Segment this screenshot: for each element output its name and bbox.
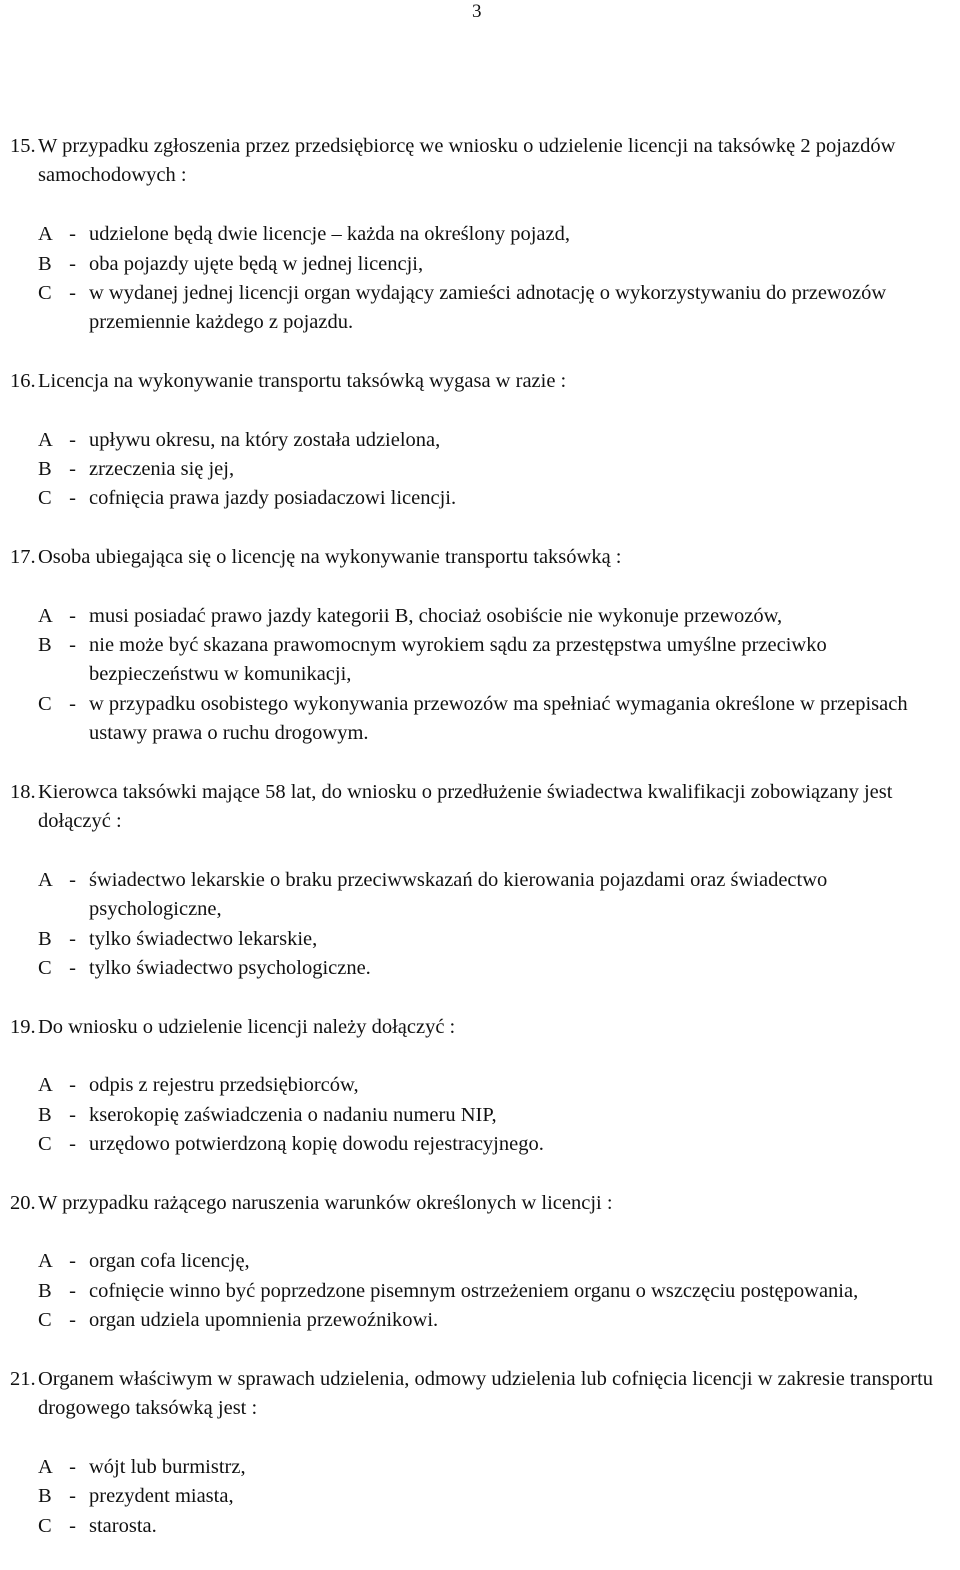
answer-option-a [10,1247,958,1276]
answer-dash: - [69,1133,76,1156]
answer-text: oba pojazdy ujęte będą w jednej licencji, [89,252,424,275]
answer-option-a [10,426,958,455]
answer-text: odpis z rejestru przedsiębiorców, [89,1074,359,1097]
question-18 [10,778,958,984]
answer-dash: - [69,282,76,305]
answer-text: organ cofa licencję, [89,1250,250,1273]
answer-option-c [10,1306,958,1335]
answer-text: cofnięcie winno być poprzedzone pisemnym ostrzeżeniem organu o wszczęciu postępowania, [89,1279,859,1302]
answer-text: upływu okresu, na który została udzielona, [89,428,441,451]
answer-list [10,1071,958,1159]
page-number: 3 [472,1,482,22]
answer-list [10,1247,958,1335]
question-number: 16. [10,369,36,392]
answer-text: musi posiadać prawo jazdy kategorii B, chociaż osobiście nie wykonuje przewozów, [89,604,783,627]
answer-letter: A [38,604,53,627]
answer-option-c [10,484,958,513]
answer-dash: - [69,1485,76,1508]
answer-text: prezydent miasta, [89,1485,234,1508]
answer-dash: - [69,957,76,980]
answer-text: świadectwo lekarskie o braku przeciwwskazań do kierowania pojazdami oraz świadectwo psychologiczne, [89,868,828,921]
answer-option-b [10,1482,958,1511]
question-text: Osoba ubiegająca się o licencję na wykonywanie transportu taksówką : [38,545,622,568]
answer-letter: A [38,223,53,246]
answer-option-c [10,1130,958,1159]
answer-dash: - [69,458,76,481]
answer-dash: - [69,927,76,950]
answer-option-a [10,866,958,925]
question-text: Kierowca taksówki mające 58 lat, do wniosku o przedłużenie świadectwa kwalifikacji zobowiązany jest dołączyć : [38,780,893,833]
question-number: 21. [10,1367,36,1390]
answer-letter: C [38,692,52,715]
question-text: Licencja na wykonywanie transportu taksówką wygasa w razie : [38,369,567,392]
answer-letter: C [38,282,52,305]
answer-option-b [10,925,958,954]
question-text: Do wniosku o udzielenie licencji należy dołączyć : [38,1015,456,1038]
question-text: W przypadku zgłoszenia przez przedsiębiorcę we wniosku o udzielenie licencji na taksówkę 2 pojazdów samochodowych : [38,135,896,187]
answer-option-a [10,1071,958,1100]
answer-text: starosta. [89,1514,157,1537]
question-number: 18. [10,780,36,803]
question-header [10,367,958,396]
answer-option-b [10,1277,958,1306]
answer-dash: - [69,223,76,246]
question-16 [10,367,958,514]
answer-option-b [10,250,958,279]
answer-text: tylko świadectwo lekarskie, [89,927,318,950]
answer-text: nie może być skazana prawomocnym wyrokiem sądu za przestępstwa umyślne przeciwko bezpieczeństwu w komunikacji, [89,634,827,686]
question-number: 19. [10,1015,36,1038]
answer-list [10,220,958,338]
answer-letter: B [38,927,52,950]
answer-letter: A [38,1250,53,1273]
answer-text: w przypadku osobistego wykonywania przewozów ma spełniać wymagania określone w przepisach ustawy prawa o ruchu drogowym. [89,692,908,745]
question-list [10,132,958,1570]
question-number: 15. [10,135,36,157]
question-header [10,543,958,572]
answer-dash: - [69,868,76,891]
question-19 [10,1013,958,1160]
question-15 [10,132,958,338]
answer-dash: - [69,1455,76,1478]
answer-text: wójt lub burmistrz, [89,1455,246,1478]
question-20 [10,1189,958,1336]
question-text: W przypadku rażącego naruszenia warunków określonych w licencji : [38,1191,613,1214]
answer-dash: - [69,1309,76,1332]
answer-text: kserokopię zaświadczenia o nadaniu numeru NIP, [89,1103,497,1126]
answer-letter: B [38,634,52,657]
answer-text: urzędowo potwierdzoną kopię dowodu rejestracyjnego. [89,1133,544,1156]
answer-letter: A [38,428,53,451]
question-21 [10,1365,958,1541]
answer-option-a [10,1453,958,1482]
answer-option-b [10,1101,958,1130]
answer-dash: - [69,1250,76,1273]
answer-option-a [10,220,958,249]
question-17 [10,543,958,749]
question-header [10,1013,958,1042]
answer-dash: - [69,1074,76,1097]
answer-dash: - [69,692,76,715]
answer-option-c [10,1512,958,1541]
question-number: 17. [10,545,36,568]
question-header [10,1189,958,1218]
answer-letter: B [38,1279,52,1302]
answer-dash: - [69,1103,76,1126]
answer-letter: B [38,458,52,481]
answer-letter: A [38,1074,53,1097]
question-text: Organem właściwym w sprawach udzielenia, odmowy udzielenia lub cofnięcia licencji w zakresie transportu drogowego taksówką jest : [38,1367,934,1419]
answer-list [10,426,958,514]
answer-option-c [10,279,958,338]
answer-dash: - [69,604,76,627]
answer-dash: - [69,1279,76,1302]
answer-letter: A [38,868,53,891]
answer-dash: - [69,1514,76,1537]
answer-dash: - [69,428,76,451]
answer-letter: C [38,487,52,510]
answer-letter: C [38,1514,52,1537]
answer-text: cofnięcia prawa jazdy posiadaczowi licencji. [89,487,457,510]
answer-option-c [10,954,958,983]
answer-letter: B [38,1485,52,1508]
answer-option-b [10,455,958,484]
answer-option-b [10,631,958,690]
answer-letter: B [38,252,52,275]
answer-letter: C [38,957,52,980]
answer-list [10,866,958,984]
answer-option-a [10,602,958,631]
answer-option-c [10,690,958,749]
question-header [10,132,958,191]
question-number: 20. [10,1191,36,1214]
answer-text: tylko świadectwo psychologiczne. [89,957,371,980]
answer-text: zrzeczenia się jej, [89,458,235,481]
answer-dash: - [69,487,76,510]
answer-letter: A [38,1455,53,1478]
answer-letter: B [38,1103,52,1126]
question-header [10,1365,958,1424]
answer-letter: C [38,1133,52,1156]
answer-dash: - [69,252,76,275]
answer-text: w wydanej jednej licencji organ wydający zamieści adnotację o wykorzystywaniu do przewozów przemiennie każdego z pojazdu. [89,282,887,334]
answer-text: udzielone będą dwie licencje – każda na określony pojazd, [89,223,570,246]
answer-list [10,1453,958,1541]
answer-list [10,602,958,749]
answer-letter: C [38,1309,52,1332]
question-header [10,778,958,837]
answer-text: organ udziela upomnienia przewoźnikowi. [89,1309,439,1332]
answer-dash: - [69,634,76,657]
